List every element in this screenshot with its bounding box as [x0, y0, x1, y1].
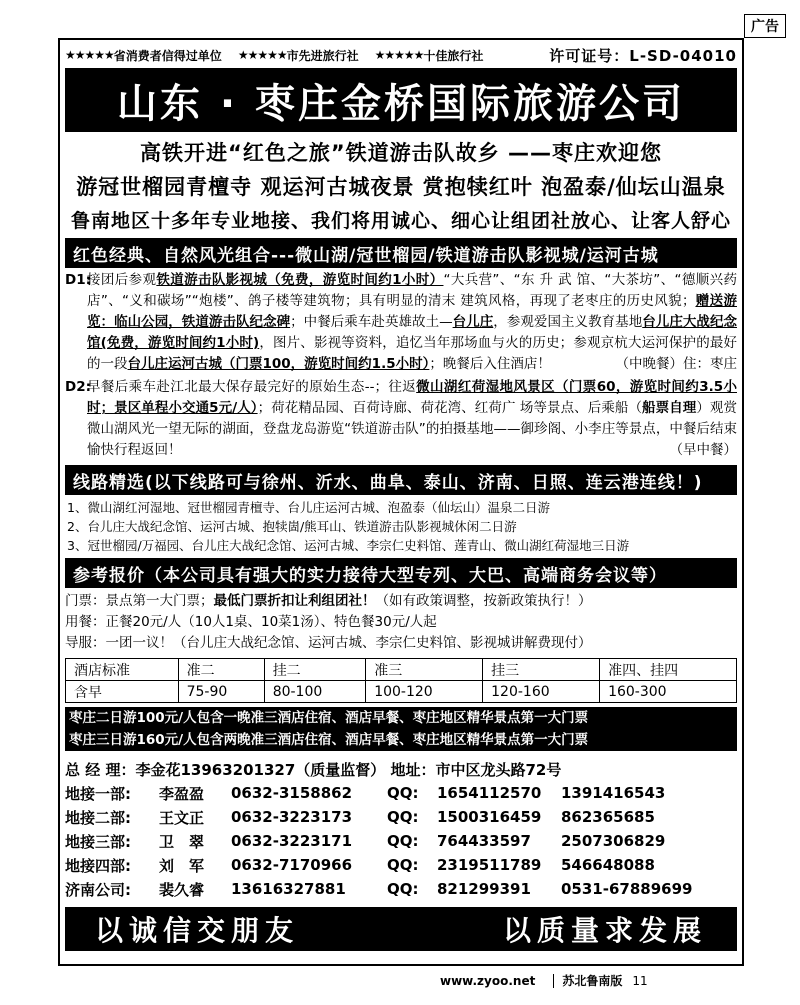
tickets-line: 门票：景点第一大门票；最低门票折扣让利组团社！（如有政策调整，按新政策执行！） [65, 593, 592, 609]
company-title: 山东 · 枣庄金桥国际旅游公司 [65, 68, 737, 132]
contacts [65, 757, 737, 901]
manager-line: 总 经 理：李金花13963201327（质量监督） 地址：市中区龙头路72号 [65, 760, 562, 779]
footer-divider [553, 974, 554, 988]
table-cell: 挂二 [264, 659, 366, 681]
ad-tag: 广告 [744, 14, 786, 38]
section-routes: 线路精选(以下线路可与徐州、沂水、曲阜、泰山、济南、日照、连云港连线！) [65, 465, 737, 495]
table-cell: 120-160 [483, 681, 600, 703]
table-cell: 准二 [178, 659, 264, 681]
table-cell: 160-300 [600, 681, 737, 703]
headline-2: 游冠世榴园青檀寺 观运河古城夜景 赏抱犊红叶 泡盈泰/仙坛山温泉 [76, 175, 726, 199]
footer-site: www.zyoo.net [440, 973, 536, 988]
pricing-info [65, 591, 737, 654]
table-cell: 酒店标准 [66, 659, 179, 681]
table-cell: 75-90 [178, 681, 264, 703]
table-cell: 80-100 [264, 681, 366, 703]
credential-2: ★★★★★ 市先进旅行社 [237, 48, 359, 63]
day-1-text: 接团后参观铁道游击队影视城（免费，游览时间约1小时）“大兵营”、“东 升 武 馆、“大茶坊”、“德顺兴药店”、“义和碳场”“炮楼”、鸽子楼等建筑物；具有明显的清末 建筑风格，再现了老枣庄的历史风貌；赠送游览：临山公园，铁道游击队纪念碑；中餐后乘车赴英雄故土—台儿庄，参观爱国主义教育基地台儿庄大战纪念馆(免费，游览时间约1小时)，图片、影视等资料，追忆当年那场血与火的历史；参观京杭大运河保护的最好的一段台儿庄运河古城（门票100，游览时间约1.5小时）；晚餐后入住酒店！ （中晚餐）住：枣庄 [87, 270, 737, 375]
day-label: D1: [65, 272, 91, 288]
slogan-left: 以诚信交朋友 [95, 914, 300, 947]
day-1-note: （中晚餐）住：枣庄 [615, 356, 737, 372]
table-row [66, 681, 737, 703]
contact-row: 地接三部: 卫 翠 0632-3223171 QQ: 764433597 2507306829 [65, 832, 666, 851]
list-item: 3、冠世榴园/万福园、台儿庄大战纪念馆、运河古城、李宗仁史料馆、莲青山、微山湖红荷湿地三日游 [67, 538, 630, 553]
list-item: 1、微山湖红河湿地、冠世榴园青檀寺、台儿庄运河古城、泡盈泰（仙坛山）温泉二日游 [67, 500, 550, 515]
page-number: 11 [632, 973, 648, 988]
table-row [66, 659, 737, 681]
credential-3: ★★★★★ 十佳旅行社 [374, 48, 484, 63]
credentials-row [65, 44, 737, 66]
package-3day: 枣庄三日游160元/人包含两晚准三酒店住宿、酒店早餐、枣庄地区精华景点第一大门票 [65, 729, 737, 751]
slogan-bar [65, 907, 737, 951]
itinerary-day-1 [65, 270, 737, 375]
page-footer [440, 972, 760, 989]
license-number: 许可证号：L-SD-04010 [549, 46, 737, 65]
guide-line: 导服：一团一议！（台儿庄大战纪念馆、运河古城、李宗仁史料馆、影视城讲解费现付） [65, 635, 592, 651]
itinerary-day-2 [65, 377, 737, 461]
section-red-classic: 红色经典、自然风光组合---微山湖/冠世榴园/铁道游击队影视城/运河古城 [65, 238, 737, 268]
footer-edition: 苏北鲁南版 [562, 974, 623, 988]
day-2-text: 早餐后乘车赴江北最大保存最完好的原始生态--；往返微山湖红荷湿地风景区（门票60，游览时间约3.5小时；景区单程小交通5元/人）；荷花精品园、百荷诗廊、荷花湾、红荷广 场等景点、后乘船（船票自理）观赏微山湖风光一望无际的湖面，登盘龙岛游览“铁道游击队”的拍摄基地——御珍阁、小李庄等景点，中餐后结束愉快行程返回！ （早中餐） [87, 377, 737, 461]
package-2day: 枣庄二日游100元/人包含一晚准三酒店住宿、酒店早餐、枣庄地区精华景点第一大门票 [65, 707, 737, 729]
day-label: D2: [65, 379, 91, 395]
section-pricing: 参考报价（本公司具有强大的实力接待大型专列、大巴、高端商务会议等） [65, 558, 737, 588]
contact-row: 地接二部: 王文正 0632-3223173 QQ: 1500316459 862365685 [65, 808, 655, 827]
list-item: 2、台儿庄大战纪念馆、运河古城、抱犊崮/熊耳山、铁道游击队影视城休闲二日游 [67, 519, 517, 534]
table-cell: 准四、挂四 [600, 659, 737, 681]
day-2-note: （早中餐） [669, 442, 737, 458]
advertisement [58, 38, 744, 966]
table-cell: 准三 [366, 659, 483, 681]
contact-row: 济南公司: 裴久睿 13616327881 QQ: 821299391 0531-67889699 [65, 880, 693, 899]
headline-1: 高铁开进“红色之旅”铁道游击队故乡 ——枣庄欢迎您 [140, 141, 662, 165]
credential-1: ★★★★★ 省消费者信得过单位 [65, 48, 222, 63]
table-cell: 含早 [66, 681, 179, 703]
hotel-price-table [65, 658, 737, 703]
meals-line: 用餐：正餐20元/人（10人1桌、10菜1汤）、特色餐30元/人起 [65, 614, 437, 630]
table-cell: 挂三 [483, 659, 600, 681]
slogan-right: 以质量求发展 [502, 914, 707, 947]
contact-row: 地接四部: 刘 军 0632-7170966 QQ: 2319511789 546648088 [65, 856, 655, 875]
headline-3: 鲁南地区十多年专业地接、我们将用诚心、细心让组团社放心、让客人舒心 [70, 210, 731, 232]
table-cell: 100-120 [366, 681, 483, 703]
contact-row: 地接一部: 李盈盈 0632-3158862 QQ: 1654112570 1391416543 [65, 784, 666, 803]
route-list [65, 495, 737, 558]
